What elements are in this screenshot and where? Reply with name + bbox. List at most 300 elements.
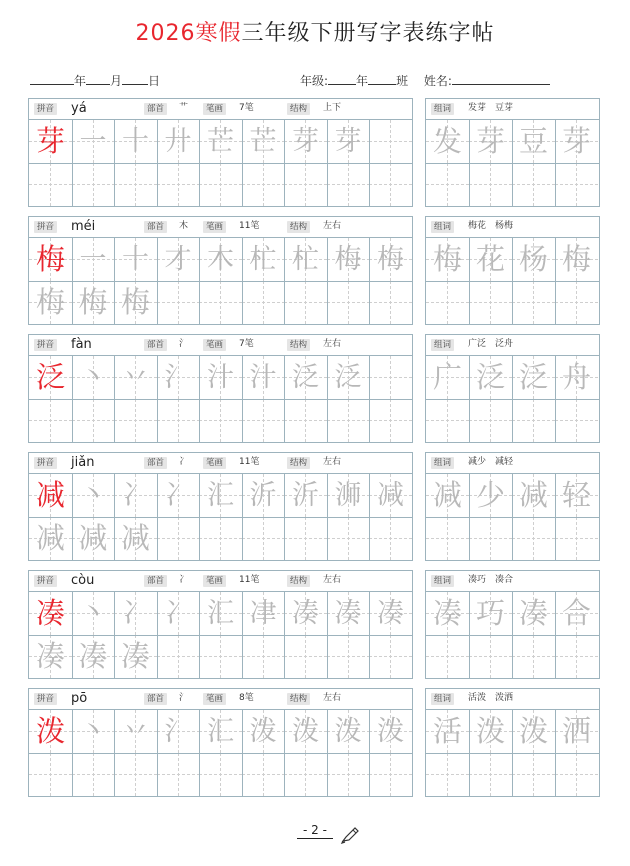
writing-cell[interactable] xyxy=(72,399,115,442)
writing-cell[interactable] xyxy=(72,474,115,517)
radical-tag: 部首 xyxy=(144,339,167,351)
strokes-tag: 笔画 xyxy=(203,103,226,115)
stroke-order-char: 泼 xyxy=(334,716,362,747)
structure-value: 左右 xyxy=(323,575,342,585)
page-footer xyxy=(0,823,630,839)
writing-cell[interactable] xyxy=(114,474,157,517)
writing-cell[interactable] xyxy=(242,120,285,163)
structure-tag: 结构 xyxy=(287,693,310,705)
writing-cell[interactable] xyxy=(29,356,72,399)
writing-cell[interactable] xyxy=(327,356,370,399)
word-cell[interactable] xyxy=(469,163,512,206)
writing-cell[interactable] xyxy=(157,163,200,206)
grade-blank[interactable] xyxy=(328,73,356,85)
year-blank[interactable] xyxy=(30,73,74,85)
word-cell[interactable] xyxy=(512,238,555,281)
writing-cell[interactable] xyxy=(157,281,200,324)
word-cell[interactable] xyxy=(426,356,469,399)
stroke-order-char: 凑 xyxy=(377,598,404,629)
word-cell[interactable] xyxy=(426,710,469,753)
strokes-tag: 笔画 xyxy=(203,693,226,705)
words-card xyxy=(425,688,600,797)
word-cell[interactable] xyxy=(512,356,555,399)
trace-char: 减 xyxy=(35,521,65,555)
writing-cell[interactable] xyxy=(327,517,370,560)
writing-cell[interactable] xyxy=(114,281,157,324)
writing-cell[interactable] xyxy=(199,399,242,442)
strokes-tag: 笔画 xyxy=(203,339,226,351)
char-block xyxy=(28,216,598,324)
writing-cell[interactable] xyxy=(242,592,285,635)
writing-cell[interactable] xyxy=(72,356,115,399)
strokes-value: 7笔 xyxy=(239,339,254,349)
strokes-value: 11笔 xyxy=(239,457,260,467)
writing-cell[interactable] xyxy=(157,517,200,560)
stroke-order-char: 梅 xyxy=(334,244,362,275)
writing-cell[interactable] xyxy=(72,635,115,678)
word-trace-char: 豆 xyxy=(518,124,548,158)
trace-char: 梅 xyxy=(120,285,150,319)
writing-cell[interactable] xyxy=(29,517,72,560)
name-blank[interactable] xyxy=(452,73,550,85)
writing-cell[interactable] xyxy=(29,710,72,753)
words-tag: 组词 xyxy=(431,693,454,705)
structure-tag: 结构 xyxy=(287,339,310,351)
writing-cell[interactable] xyxy=(157,474,200,517)
writing-cell[interactable] xyxy=(369,517,412,560)
word-cell[interactable] xyxy=(555,163,598,206)
strokes-value: 11笔 xyxy=(239,221,260,231)
writing-cell[interactable] xyxy=(29,474,72,517)
word-cell[interactable] xyxy=(426,238,469,281)
writing-cell[interactable] xyxy=(29,238,72,281)
word-cell[interactable] xyxy=(555,635,598,678)
word-cell[interactable] xyxy=(469,710,512,753)
trace-char: 减 xyxy=(120,521,150,555)
stroke-order-char: 才 xyxy=(164,244,192,275)
writing-cell[interactable] xyxy=(72,281,115,324)
writing-cell[interactable] xyxy=(369,710,412,753)
writing-cell[interactable] xyxy=(72,120,115,163)
writing-cell[interactable] xyxy=(114,635,157,678)
writing-cell[interactable] xyxy=(242,753,285,796)
practice-card xyxy=(28,98,413,207)
model-char: 泛 xyxy=(35,360,65,394)
writing-cell[interactable] xyxy=(29,592,72,635)
model-char: 泼 xyxy=(35,714,65,748)
writing-cell[interactable] xyxy=(242,356,285,399)
word-cell[interactable] xyxy=(469,635,512,678)
writing-cell[interactable] xyxy=(327,120,370,163)
pinyin-tag: 拼音 xyxy=(34,103,57,115)
stroke-order-char: 冫 xyxy=(122,598,149,629)
strokes-tag: 笔画 xyxy=(203,575,226,587)
word-cell[interactable] xyxy=(512,474,555,517)
word-cell[interactable] xyxy=(469,474,512,517)
stroke-order-char: 汁 xyxy=(207,362,234,393)
model-char: 凑 xyxy=(35,596,65,630)
writing-cell[interactable] xyxy=(29,163,72,206)
words-header xyxy=(426,453,599,474)
stroke-order-char: 丶 xyxy=(79,480,107,511)
writing-cell[interactable] xyxy=(327,163,370,206)
writing-cell[interactable] xyxy=(327,710,370,753)
writing-cell[interactable] xyxy=(242,517,285,560)
class-mark: 班 xyxy=(396,74,409,88)
model-char: 芽 xyxy=(35,124,65,158)
word-cell[interactable] xyxy=(426,753,469,796)
writing-cell[interactable] xyxy=(284,238,327,281)
char-info-header xyxy=(29,217,412,238)
title-year: 2026寒假 xyxy=(135,21,242,46)
pinyin-value: jiǎn xyxy=(71,455,95,470)
stroke-order-char: 泼 xyxy=(377,716,404,747)
stroke-order-char: 一 xyxy=(79,126,107,157)
writing-cell[interactable] xyxy=(72,710,115,753)
word-cell[interactable] xyxy=(426,120,469,163)
stroke-order-char: 汇 xyxy=(207,480,234,511)
word-cell[interactable] xyxy=(555,753,598,796)
writing-cell[interactable] xyxy=(369,474,412,517)
writing-cell[interactable] xyxy=(327,238,370,281)
writing-cell[interactable] xyxy=(72,592,115,635)
words-tag: 组词 xyxy=(431,457,454,469)
word-cell[interactable] xyxy=(512,399,555,442)
radical-tag: 部首 xyxy=(144,457,167,469)
word-trace-char: 凑 xyxy=(432,596,462,630)
words-tag: 组词 xyxy=(431,339,454,351)
writing-cell[interactable] xyxy=(114,356,157,399)
structure-tag: 结构 xyxy=(287,457,310,469)
writing-cell[interactable] xyxy=(327,399,370,442)
writing-cell[interactable] xyxy=(242,281,285,324)
writing-cell[interactable] xyxy=(242,474,285,517)
word-cell[interactable] xyxy=(512,592,555,635)
trace-char: 减 xyxy=(78,521,108,555)
model-char: 减 xyxy=(35,478,65,512)
word-cell[interactable] xyxy=(469,120,512,163)
char-info-header xyxy=(29,335,412,356)
stroke-order-char: 沂 xyxy=(292,480,319,511)
writing-cell[interactable] xyxy=(369,592,412,635)
char-info-header xyxy=(29,571,412,592)
word-cell[interactable] xyxy=(512,635,555,678)
word-cell[interactable] xyxy=(555,281,598,324)
model-char: 梅 xyxy=(35,242,65,276)
stroke-order-char: 汇 xyxy=(207,598,234,629)
year-mark: 年 xyxy=(74,74,87,88)
stroke-order-char: 浉 xyxy=(334,480,362,511)
stroke-order-char: 十 xyxy=(122,244,149,275)
char-info-header xyxy=(29,453,412,474)
writing-cell[interactable] xyxy=(114,517,157,560)
practice-card xyxy=(28,216,413,325)
day-blank[interactable] xyxy=(122,73,148,85)
words-tag: 组词 xyxy=(431,103,454,115)
pinyin-tag: 拼音 xyxy=(34,221,57,233)
pinyin-value: pō xyxy=(71,691,88,706)
word-cell[interactable] xyxy=(469,399,512,442)
writing-cell[interactable] xyxy=(72,163,115,206)
writing-cell[interactable] xyxy=(284,399,327,442)
word-cell[interactable] xyxy=(426,399,469,442)
writing-cell[interactable] xyxy=(72,753,115,796)
writing-cell[interactable] xyxy=(284,592,327,635)
trace-char: 梅 xyxy=(78,285,108,319)
word-cell[interactable] xyxy=(426,517,469,560)
writing-cell[interactable] xyxy=(157,753,200,796)
stroke-order-char: 丶 xyxy=(79,598,107,629)
radical-tag: 部首 xyxy=(144,221,167,233)
writing-cell[interactable] xyxy=(369,635,412,678)
writing-cell[interactable] xyxy=(199,753,242,796)
student-line xyxy=(300,72,550,89)
word-trace-char: 泼 xyxy=(518,714,548,748)
writing-cell[interactable] xyxy=(369,281,412,324)
strokes-value: 11笔 xyxy=(239,575,260,585)
grade-year-mark: 年 xyxy=(356,74,369,88)
month-mark: 月 xyxy=(110,74,123,88)
pinyin-value: méi xyxy=(71,219,96,234)
word-cell[interactable] xyxy=(555,474,598,517)
writing-cell[interactable] xyxy=(369,753,412,796)
word-cell[interactable] xyxy=(469,281,512,324)
writing-cell[interactable] xyxy=(242,710,285,753)
writing-cell[interactable] xyxy=(327,753,370,796)
writing-cell[interactable] xyxy=(284,120,327,163)
practice-card xyxy=(28,334,413,443)
stroke-order-char: 冿 xyxy=(249,598,277,629)
stroke-order-char: 芒 xyxy=(249,126,277,157)
word-cell[interactable] xyxy=(469,517,512,560)
writing-cell[interactable] xyxy=(29,753,72,796)
stroke-order-char: 冫 xyxy=(164,480,192,511)
char-info-header xyxy=(29,689,412,710)
page-title xyxy=(0,16,630,47)
writing-cell[interactable] xyxy=(284,635,327,678)
word-trace-char: 芽 xyxy=(561,124,591,158)
writing-cell[interactable] xyxy=(199,238,242,281)
writing-cell[interactable] xyxy=(199,592,242,635)
word-trace-char: 少 xyxy=(475,478,505,512)
writing-cell[interactable] xyxy=(114,710,157,753)
writing-cell[interactable] xyxy=(242,635,285,678)
writing-cell[interactable] xyxy=(199,281,242,324)
words-header xyxy=(426,99,599,120)
structure-value: 左右 xyxy=(323,693,342,703)
words-value: 发芽 豆芽 xyxy=(468,103,514,113)
stroke-order-char: 减 xyxy=(377,480,404,511)
word-cell[interactable] xyxy=(555,356,598,399)
writing-cell[interactable] xyxy=(369,163,412,206)
word-trace-char: 泼 xyxy=(475,714,505,748)
stroke-order-char: 泼 xyxy=(292,716,319,747)
word-cell[interactable] xyxy=(469,356,512,399)
word-cell[interactable] xyxy=(426,592,469,635)
writing-cell[interactable] xyxy=(29,399,72,442)
writing-cell[interactable] xyxy=(199,517,242,560)
writing-cell[interactable] xyxy=(157,238,200,281)
strokes-value: 8笔 xyxy=(239,693,254,703)
writing-cell[interactable] xyxy=(242,163,285,206)
word-trace-char: 巧 xyxy=(475,596,505,630)
word-cell[interactable] xyxy=(555,120,598,163)
writing-cell[interactable] xyxy=(199,120,242,163)
trace-char: 凑 xyxy=(35,639,65,673)
writing-cell[interactable] xyxy=(157,399,200,442)
stroke-order-char: 杧 xyxy=(249,244,277,275)
writing-cell[interactable] xyxy=(284,517,327,560)
writing-cell[interactable] xyxy=(157,356,200,399)
writing-cell[interactable] xyxy=(327,281,370,324)
month-blank[interactable] xyxy=(86,73,110,85)
word-cell[interactable] xyxy=(469,753,512,796)
word-cell[interactable] xyxy=(426,281,469,324)
word-trace-char: 凑 xyxy=(518,596,548,630)
writing-cell[interactable] xyxy=(284,710,327,753)
practice-card xyxy=(28,452,413,561)
trace-char: 凑 xyxy=(78,639,108,673)
stroke-order-char: 泛 xyxy=(292,362,319,393)
writing-cell[interactable] xyxy=(157,120,200,163)
writing-cell[interactable] xyxy=(327,635,370,678)
word-cell[interactable] xyxy=(469,238,512,281)
writing-cell[interactable] xyxy=(199,710,242,753)
word-cell[interactable] xyxy=(512,753,555,796)
stroke-order-char: 丷 xyxy=(122,362,149,393)
word-cell[interactable] xyxy=(512,281,555,324)
stroke-order-char: 冫 xyxy=(164,598,192,629)
writing-cell[interactable] xyxy=(369,399,412,442)
writing-cell[interactable] xyxy=(157,635,200,678)
word-cell[interactable] xyxy=(555,517,598,560)
word-trace-char: 活 xyxy=(432,714,462,748)
word-cell[interactable] xyxy=(426,163,469,206)
writing-cell[interactable] xyxy=(29,281,72,324)
strokes-tag: 笔画 xyxy=(203,221,226,233)
writing-cell[interactable] xyxy=(369,120,412,163)
title-main: 三年级下册写字表练字帖 xyxy=(241,21,495,46)
word-trace-char: 梅 xyxy=(432,242,462,276)
pinyin-value: còu xyxy=(71,573,95,588)
writing-cell[interactable] xyxy=(114,120,157,163)
writing-cell[interactable] xyxy=(114,592,157,635)
stroke-order-char: 汁 xyxy=(249,362,277,393)
words-card xyxy=(425,216,600,325)
word-cell[interactable] xyxy=(555,710,598,753)
writing-cell[interactable] xyxy=(157,710,200,753)
writing-cell[interactable] xyxy=(327,474,370,517)
word-trace-char: 泛 xyxy=(475,360,505,394)
word-cell[interactable] xyxy=(426,635,469,678)
writing-cell[interactable] xyxy=(369,356,412,399)
page-number: - 2 - xyxy=(297,823,333,839)
radical-value: 氵 xyxy=(179,693,189,703)
radical-value: 冫 xyxy=(179,457,189,467)
word-trace-char: 花 xyxy=(475,242,505,276)
stroke-order-char: 芒 xyxy=(207,126,234,157)
stroke-order-char: 沂 xyxy=(249,480,277,511)
word-cell[interactable] xyxy=(555,238,598,281)
writing-cell[interactable] xyxy=(114,238,157,281)
word-trace-char: 泛 xyxy=(518,360,548,394)
trace-char: 凑 xyxy=(120,639,150,673)
writing-cell[interactable] xyxy=(29,635,72,678)
date-line xyxy=(30,72,160,89)
day-mark: 日 xyxy=(148,74,161,88)
writing-cell[interactable] xyxy=(242,399,285,442)
word-cell[interactable] xyxy=(512,710,555,753)
words-value: 梅花 杨梅 xyxy=(468,221,514,231)
word-cell[interactable] xyxy=(469,592,512,635)
writing-cell[interactable] xyxy=(199,356,242,399)
writing-cell[interactable] xyxy=(284,474,327,517)
writing-cell[interactable] xyxy=(199,635,242,678)
words-card xyxy=(425,570,600,679)
stroke-order-char: 丶 xyxy=(79,362,107,393)
char-block xyxy=(28,98,598,206)
words-header xyxy=(426,689,599,710)
strokes-value: 7笔 xyxy=(239,103,254,113)
trace-char: 梅 xyxy=(35,285,65,319)
writing-cell[interactable] xyxy=(284,356,327,399)
writing-cell[interactable] xyxy=(199,474,242,517)
structure-tag: 结构 xyxy=(287,575,310,587)
writing-cell[interactable] xyxy=(284,281,327,324)
structure-value: 上下 xyxy=(323,103,342,113)
char-block xyxy=(28,334,598,442)
writing-cell[interactable] xyxy=(72,517,115,560)
writing-cell[interactable] xyxy=(284,163,327,206)
stroke-order-char: 梅 xyxy=(377,244,404,275)
writing-cell[interactable] xyxy=(199,163,242,206)
writing-cell[interactable] xyxy=(72,238,115,281)
writing-cell[interactable] xyxy=(327,592,370,635)
radical-value: 冫 xyxy=(179,575,189,585)
word-trace-char: 减 xyxy=(432,478,462,512)
structure-tag: 结构 xyxy=(287,221,310,233)
words-header xyxy=(426,217,599,238)
writing-cell[interactable] xyxy=(369,238,412,281)
char-block xyxy=(28,570,598,678)
pinyin-value: fàn xyxy=(71,337,92,352)
writing-cell[interactable] xyxy=(242,238,285,281)
words-value: 广泛 泛舟 xyxy=(468,339,514,349)
words-card xyxy=(425,98,600,207)
stroke-order-char: 木 xyxy=(207,244,234,275)
stroke-order-char: 凑 xyxy=(292,598,319,629)
word-trace-char: 发 xyxy=(432,124,462,158)
pinyin-value: yá xyxy=(71,101,87,116)
writing-cell[interactable] xyxy=(114,753,157,796)
stroke-order-char: 冫 xyxy=(122,480,149,511)
word-cell[interactable] xyxy=(512,120,555,163)
word-trace-char: 减 xyxy=(518,478,548,512)
word-cell[interactable] xyxy=(512,517,555,560)
stroke-order-char: 泼 xyxy=(249,716,277,747)
writing-cell[interactable] xyxy=(157,592,200,635)
writing-cell[interactable] xyxy=(114,163,157,206)
word-cell[interactable] xyxy=(555,592,598,635)
class-blank[interactable] xyxy=(368,73,396,85)
word-cell[interactable] xyxy=(426,474,469,517)
word-cell[interactable] xyxy=(512,163,555,206)
word-trace-char: 洒 xyxy=(561,714,591,748)
word-cell[interactable] xyxy=(555,399,598,442)
writing-cell[interactable] xyxy=(114,399,157,442)
writing-cell[interactable] xyxy=(284,753,327,796)
writing-cell[interactable] xyxy=(29,120,72,163)
